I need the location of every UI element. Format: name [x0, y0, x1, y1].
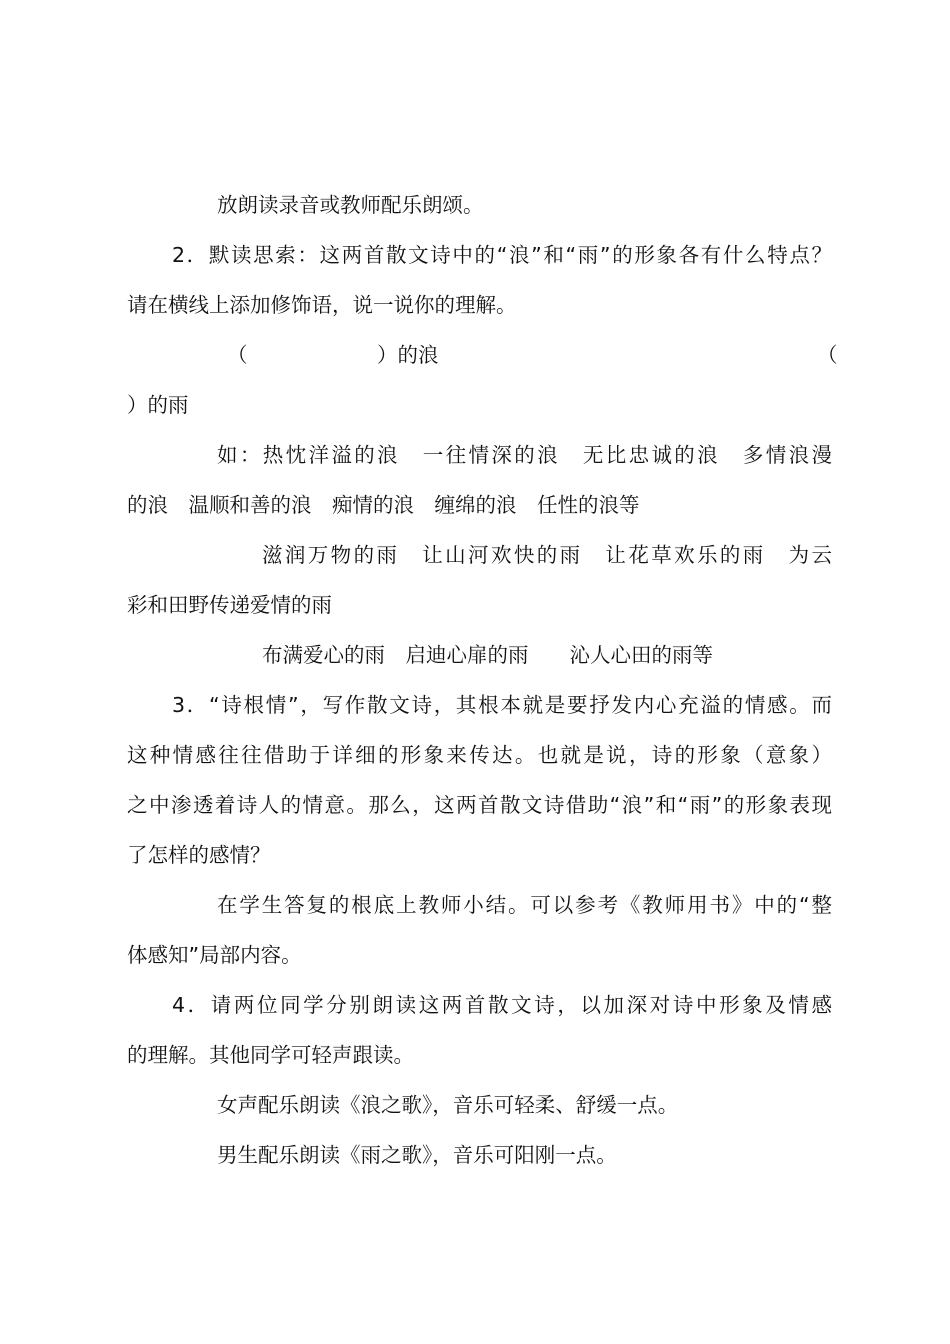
blank-open-paren: （ [817, 343, 838, 367]
paragraph-line: 男生配乐朗读《雨之歌》，音乐可阳刚一点。 [217, 1143, 617, 1167]
paragraph-line: 体感知”局部内容。 [127, 943, 302, 967]
paragraph-line: 放朗读录音或教师配乐朗颂。 [217, 193, 484, 217]
paragraph-line: 之中渗透着诗人的情意。那么，这两首散文诗借助“浪”和“雨”的形象表现 [127, 793, 832, 817]
example-line: 的浪 温顺和善的浪 痴情的浪 缠绵的浪 任性的浪等 [127, 493, 640, 517]
example-line: 彩和田野传递爱情的雨 [127, 593, 332, 617]
example-line: 滋润万物的雨 让山河欢快的雨 让花草欢乐的雨 为云 [262, 543, 832, 567]
question-3-line: 3．“诗根情”，写作散文诗，其根本就是要抒发内心充溢的情感。而 [172, 693, 832, 717]
paragraph-line: 请在横线上添加修饰语，说一说你的理解。 [127, 293, 517, 317]
paragraph-line: 女声配乐朗读《浪之歌》，音乐可轻柔、舒缓一点。 [217, 1093, 679, 1117]
blank-wave-label: ）的浪 [377, 343, 439, 367]
blank-rain-label: ）的雨 [127, 393, 189, 417]
paragraph-line: 的理解。其他同学可轻声跟读。 [127, 1043, 414, 1067]
paragraph-line: 了怎样的感情？ [127, 843, 271, 867]
question-4-line: 4．请两位同学分别朗读这两首散文诗，以加深对诗中形象及情感 [172, 993, 832, 1017]
example-line: 布满爱心的雨 启迪心扉的雨 沁人心田的雨等 [262, 643, 713, 667]
question-2-line: 2．默读思索：这两首散文诗中的“浪”和“雨”的形象各有什么特点？ [172, 243, 832, 267]
fill-blank-row [127, 340, 838, 370]
paragraph-line: 在学生答复的根底上教师小结。可以参考《教师用书》中的“整 [217, 893, 832, 917]
blank-open-paren: （ [227, 343, 248, 367]
paragraph-line: 这种情感往往借助于详细的形象来传达。也就是说，诗的形象（意象） [127, 743, 832, 767]
example-line: 如：热忱洋溢的浪 一往情深的浪 无比忠诚的浪 多情浪漫 [217, 443, 832, 467]
